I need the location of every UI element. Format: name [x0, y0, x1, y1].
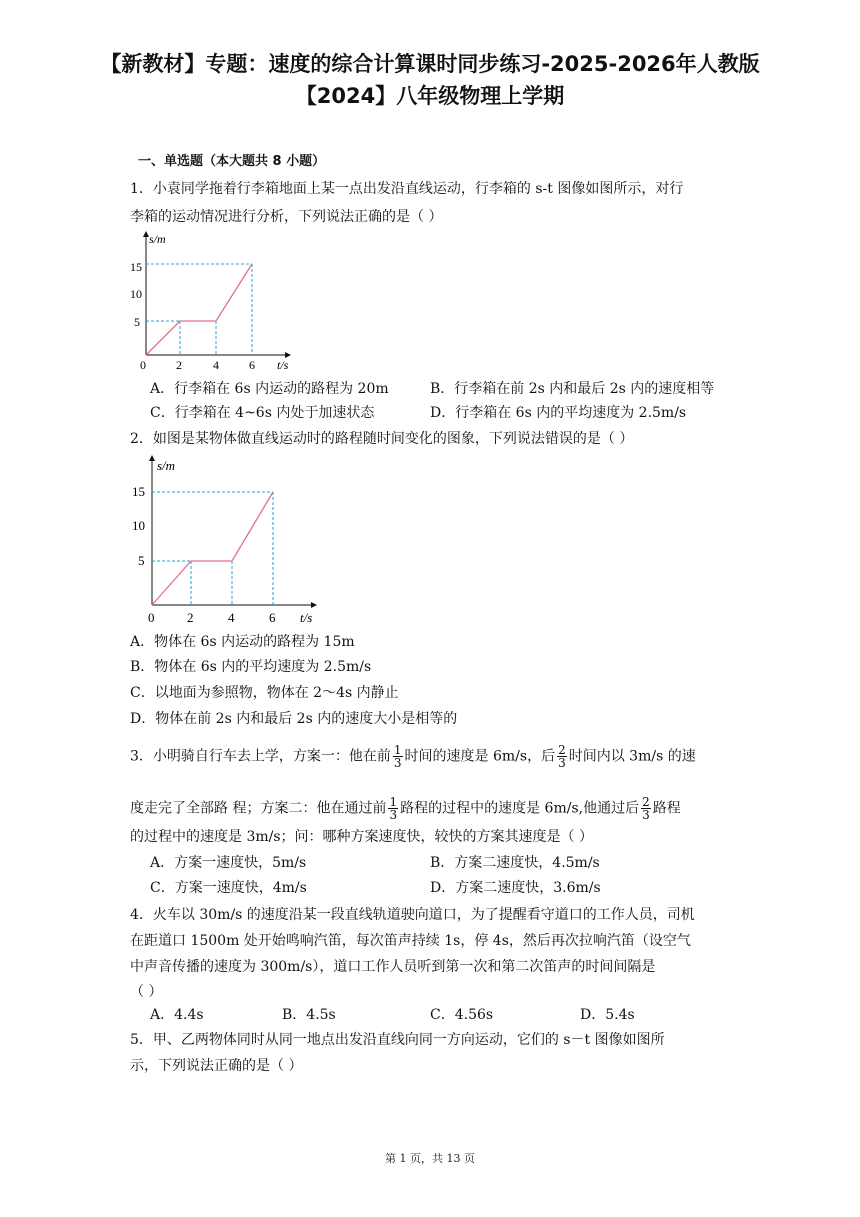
q1-xtick-0: 0 [140, 358, 146, 372]
q4-stem-line3: 中声音传播的速度为 300m/s），道口工作人员听到第一次和第二次笛声的时间间隔是 [130, 959, 656, 975]
q2-x-label: t/s [300, 610, 313, 625]
q5-stem-line1: 5．甲、乙两物体同时从同一地点出发沿直线向同一方向运动，它们的 s－t 图像如图所 [130, 1032, 665, 1048]
q4-stem-line1: 4．火车以 30m/s 的速度沿某一段直线轨道驶向道口，为了提醒看守道口的工作人员，司机 [130, 907, 695, 923]
q3-frac-3: $\frac{1}{3}$ [389, 795, 398, 822]
q1-xtick-6: 6 [249, 358, 255, 372]
q4-option-d[interactable]: D．5.4s [580, 1007, 635, 1023]
q3-stem-line3: 的过程中的速度是 3m/s；问：哪种方案速度快，较快的方案其速度是（ ） [130, 829, 593, 845]
q1-y-label: s/m [149, 232, 166, 246]
q2-st-graph [128, 452, 328, 630]
q3-option-d[interactable]: D．方案二速度快，3.6m/s [430, 880, 601, 896]
q3-frac-4: $\frac{2}{3}$ [642, 795, 650, 822]
q2-xtick-6: 6 [269, 610, 276, 625]
q1-ytick-5: 5 [134, 315, 140, 329]
q3-option-b[interactable]: B．方案二速度快，4.5m/s [430, 855, 600, 871]
q1-stem-line2: 李箱的运动情况进行分析，下列说法正确的是（ ） [130, 209, 443, 225]
document-title: 【新教材】专题：速度的综合计算课时同步练习-2025-2026年人教版【2024】八年级物理上学期 [100, 52, 760, 108]
q3-option-c[interactable]: C．方案一速度快，4m/s [150, 880, 307, 896]
q1-xtick-4: 4 [213, 358, 219, 372]
q2-graph-line [152, 492, 273, 605]
q4-option-b[interactable]: B．4.5s [282, 1007, 336, 1023]
q3-frac-1: $\frac{1}{3}$ [393, 743, 402, 770]
q2-xtick-0: 0 [148, 610, 155, 625]
q2-xtick-2: 2 [187, 610, 194, 625]
q1-x-label: t/s [277, 358, 289, 372]
q3-stem-line2: 度走完了全部路 程；方案二：他在通过前 $\frac{1}{3}$ 路程的过程中的速度是 6m/s,他通过后 $\frac{2}{3}$ 路程 [130, 795, 681, 822]
q4-option-a[interactable]: A．4.4s [150, 1007, 204, 1023]
q2-y-label: s/m [157, 458, 176, 473]
q2-ytick-10: 10 [132, 518, 145, 533]
page-footer: 第 1 页，共 13 页 [385, 1152, 475, 1165]
q1-xtick-2: 2 [176, 358, 182, 372]
q1-ytick-15: 15 [130, 260, 142, 274]
q4-stem-line4: （ ） [130, 984, 163, 1000]
q2-option-b[interactable]: B．物体在 6s 内的平均速度为 2.5m/s [130, 659, 372, 675]
q2-option-d[interactable]: D．物体在前 2s 内和最后 2s 内的速度大小是相等的 [130, 711, 458, 727]
q3-option-a[interactable]: A．方案一速度快，5m/s [150, 855, 307, 871]
q1-st-graph [130, 228, 300, 376]
q1-option-b[interactable]: B．行李箱在前 2s 内和最后 2s 内的速度相等 [430, 381, 715, 397]
q4-option-c[interactable]: C．4.56s [430, 1007, 494, 1023]
q3-frac-2: $\frac{2}{3}$ [558, 743, 566, 770]
q4-stem-line2: 在距道口 1500m 处开始鸣响汽笛，每次笛声持续 1s，停 4s，然后再次拉响汽笛（设空气 [130, 933, 691, 949]
q2-option-a[interactable]: A．物体在 6s 内运动的路程为 15m [130, 634, 355, 650]
q1-ytick-10: 10 [130, 287, 142, 301]
q2-stem-line1: 2．如图是某物体做直线运动时的路程随时间变化的图象，下列说法错误的是（ ） [130, 431, 634, 447]
q2-ytick-5: 5 [138, 553, 145, 568]
section-heading: 一、单选题（本大题共 8 小题） [138, 154, 326, 169]
q3-stem-line1: 3．小明骑自行车去上学，方案一：他在前 $\frac{1}{3}$ 时间的速度是 6m/s，后 $\frac{2}{3}$ 时间内以 3m/s 的速 [130, 743, 696, 770]
q1-option-d[interactable]: D．行李箱在 6s 内的平均速度为 2.5m/s [430, 405, 687, 421]
q2-xtick-4: 4 [228, 610, 235, 625]
q1-option-a[interactable]: A．行李箱在 6s 内运动的路程为 20m [150, 381, 389, 397]
q2-option-c[interactable]: C．以地面为参照物，物体在 2～4s 内静止 [130, 685, 399, 701]
q5-stem-line2: 示，下列说法正确的是（ ） [130, 1058, 303, 1074]
q1-stem-line1: 1．小袁同学拖着行李箱地面上某一点出发沿直线运动，行李箱的 s-t 图像如图所示，对行 [130, 181, 684, 197]
q1-option-c[interactable]: C．行李箱在 4~6s 内处于加速状态 [150, 405, 375, 421]
q1-graph-line [146, 264, 252, 355]
q2-ytick-15: 15 [132, 484, 145, 499]
